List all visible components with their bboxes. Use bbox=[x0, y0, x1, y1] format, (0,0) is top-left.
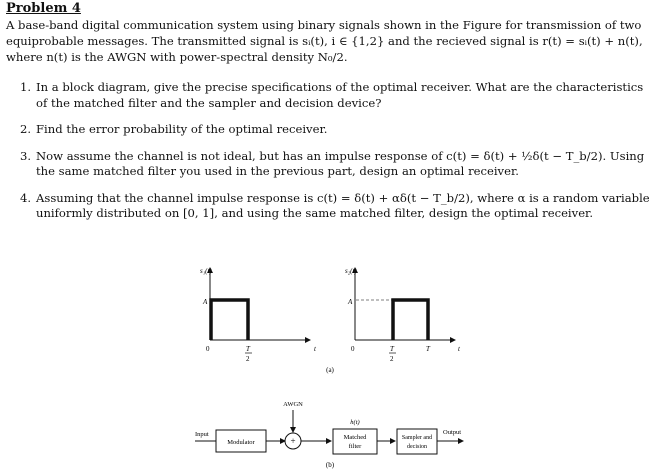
question-number: 3. bbox=[20, 148, 32, 163]
filter-label-line1: Matched bbox=[343, 434, 367, 441]
filter-response-label: h(t) bbox=[350, 419, 360, 426]
question-text: In a block diagram, give the precise specifications of the optimal receiver. What are the characteristics of the matched filter and the sampler and decision device? bbox=[36, 80, 644, 110]
s2-label: s₂(t) bbox=[345, 267, 357, 275]
s2-time-label: t bbox=[458, 345, 460, 353]
s2-waveform-plot bbox=[345, 267, 461, 363]
problem-title: Problem 4 bbox=[6, 1, 81, 16]
question-text: Now assume the channel is not ideal, but has an impulse response of c(t) = δ(t) + ½δ(t − T_b/2). Using the same matched filter you used in the previous part, design an optimal receiver. bbox=[36, 148, 645, 178]
question-text: Assuming that the channel impulse response is c(t) = δ(t) + αδ(t − T_b/2), where α is a random variable uniformly distributed on [0, 1], and using the same matched filter, design the optimal receiver. bbox=[36, 190, 650, 220]
s1-half-period-bottom: 2 bbox=[246, 355, 250, 363]
question-number: 2. bbox=[20, 122, 32, 136]
s1-time-label: t bbox=[314, 345, 316, 353]
panel-a-caption: (a) bbox=[326, 366, 334, 374]
s1-pulse bbox=[211, 300, 248, 340]
question-number: 1. bbox=[20, 80, 32, 94]
receiver-block-diagram bbox=[195, 401, 463, 454]
panel-b-caption: (b) bbox=[325, 461, 335, 469]
adder-symbol: + bbox=[290, 436, 296, 446]
awgn-label: AWGN bbox=[283, 401, 303, 408]
sampler-label-line1: Sampler and bbox=[401, 435, 433, 441]
s1-waveform-plot bbox=[200, 267, 317, 363]
input-label: Input bbox=[195, 431, 209, 438]
s2-half-period-top: T bbox=[390, 345, 394, 353]
s2-period-label: T bbox=[426, 345, 430, 353]
modulator-label: Modulator bbox=[227, 439, 255, 446]
sampler-block bbox=[397, 429, 437, 454]
s1-label: s₁(t) bbox=[200, 267, 212, 275]
filter-label-line2: filter bbox=[348, 443, 362, 450]
output-label: Output bbox=[443, 429, 462, 436]
s2-origin-label: 0 bbox=[351, 345, 355, 353]
question-number: 4. bbox=[20, 190, 32, 205]
question-text: Find the error probability of the optimal receiver. bbox=[36, 122, 328, 136]
matched-filter-block bbox=[333, 429, 377, 454]
s2-pulse bbox=[393, 300, 428, 340]
problem-intro: A base-band digital communication system using binary signals shown in the Figure for transmission of two equiprobable messages. The transmitted signal is sᵢ(t), i ∈ {1,2} and the recieved signal is r(t) = sᵢ(t) + n(t), where n(t) is the AWGN with power-spectral density N₀/2. bbox=[6, 18, 643, 64]
s1-amplitude-label: A bbox=[203, 298, 208, 306]
s1-half-period-top: T bbox=[246, 345, 250, 353]
s2-half-period-bottom: 2 bbox=[390, 355, 394, 363]
s1-origin-label: 0 bbox=[206, 345, 210, 353]
s2-amplitude-label: A bbox=[348, 298, 353, 306]
sampler-label-line2: decision bbox=[407, 444, 427, 450]
